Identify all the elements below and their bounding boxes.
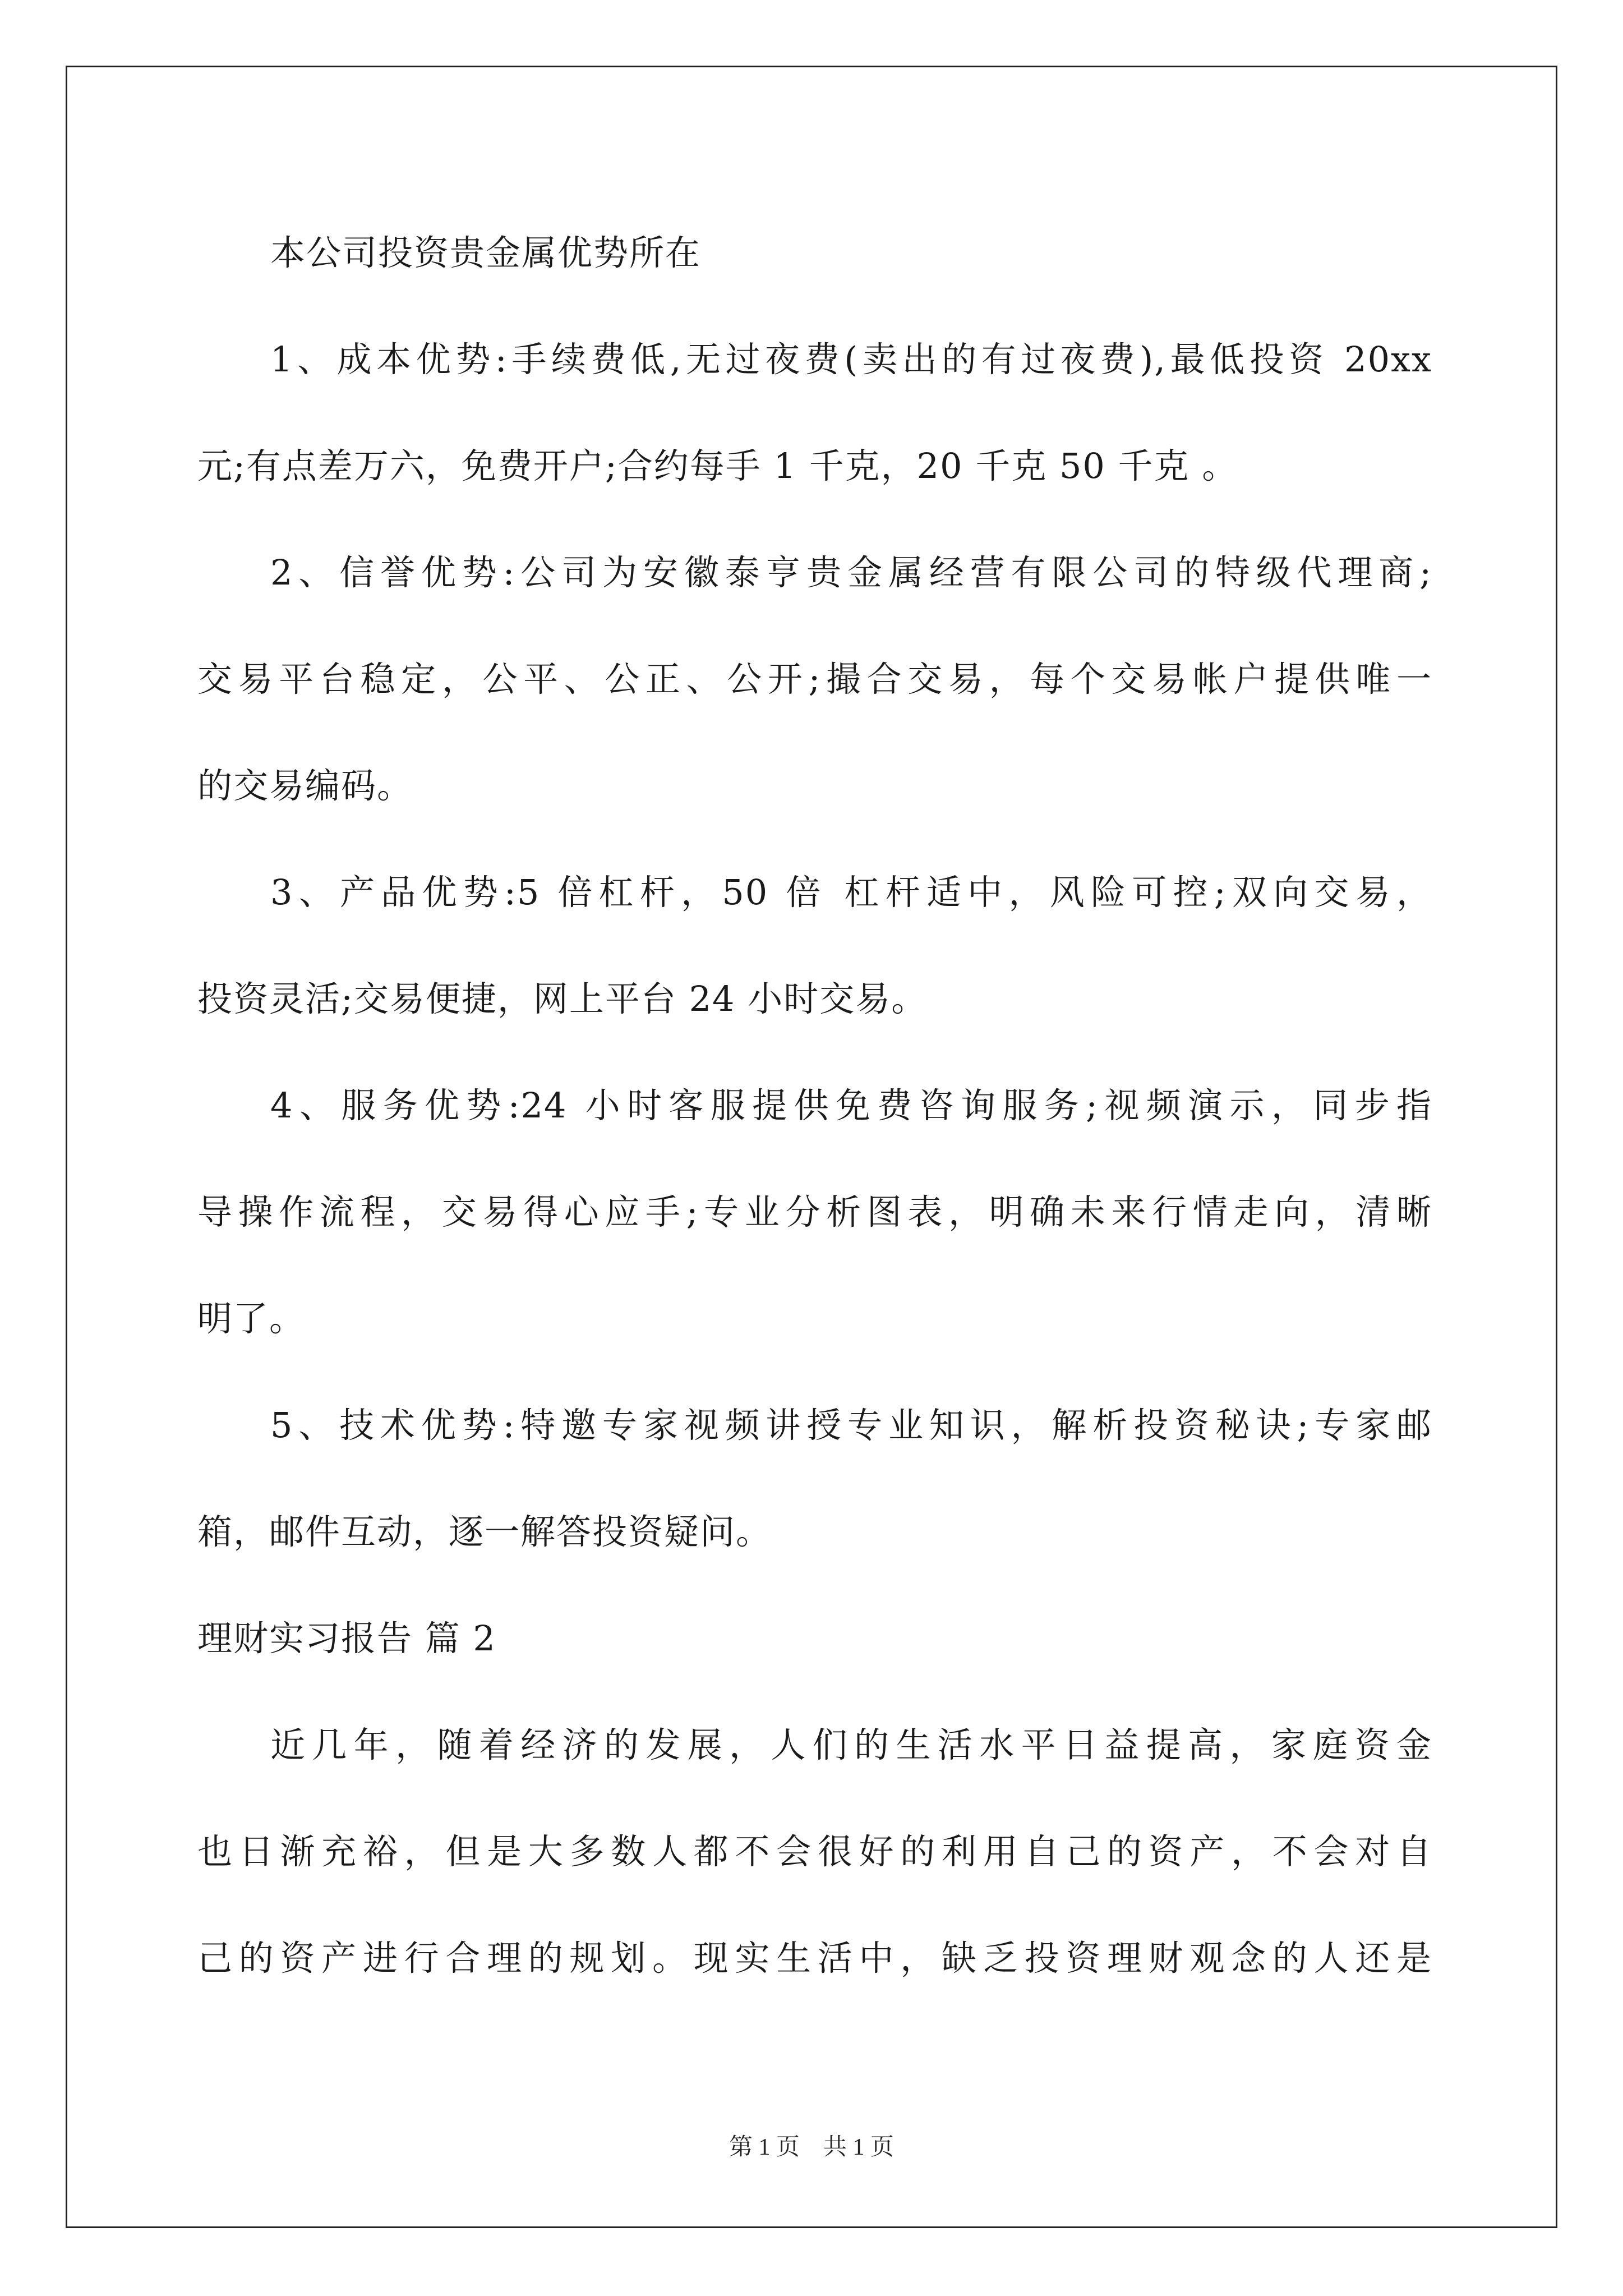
paragraph-line: 投资灵活;交易便捷，网上平台 24 小时交易。: [197, 978, 928, 1019]
paragraph-line: 2、信誉优势:公司为安徽泰亨贵金属经营有限公司的特级代理商;: [270, 552, 1432, 593]
report-title: 理财实习报告 篇 2: [197, 1618, 496, 1659]
paragraph-line: 近几年，随着经济的发展，人们的生活水平日益提高，家庭资金: [270, 1724, 1432, 1765]
paragraph-line: 导操作流程，交易得心应手;专业分析图表，明确未来行情走向，清晰: [197, 1191, 1432, 1232]
paragraph-line: 元;有点差万六，免费开户;合约每手 1 千克，20 千克 50 千克 。: [197, 445, 1238, 486]
page-border: [66, 66, 1557, 2228]
paragraph-line: 明了。: [197, 1298, 306, 1339]
page-number-footer: 第 1 页 共 1 页: [728, 2134, 894, 2160]
paragraph-line: 3、产品优势:5 倍杠杆，50 倍 杠杆适中，风险可控;双向交易，: [270, 872, 1432, 913]
paragraph-line: 交易平台稳定，公平、公正、公开;撮合交易，每个交易帐户提供唯一: [197, 659, 1432, 700]
paragraph-line: 的交易编码。: [197, 765, 413, 806]
section-heading: 本公司投资贵金属优势所在: [270, 232, 702, 273]
paragraph-line: 也日渐充裕，但是大多数人都不会很好的利用自己的资产，不会对自: [197, 1831, 1432, 1872]
paragraph-line: 箱，邮件互动，逐一解答投资疑问。: [197, 1511, 772, 1552]
paragraph-line: 5、技术优势:特邀专家视频讲授专业知识，解析投资秘诀;专家邮: [270, 1405, 1432, 1446]
paragraph-line: 己的资产进行合理的规划。现实生活中，缺乏投资理财观念的人还是: [197, 1938, 1432, 1978]
paragraph-line: 1、成本优势:手续费低,无过夜费(卖出的有过夜费),最低投资 20xx: [270, 339, 1432, 380]
paragraph-line: 4、服务优势:24 小时客服提供免费咨询服务;视频演示，同步指: [270, 1085, 1432, 1126]
